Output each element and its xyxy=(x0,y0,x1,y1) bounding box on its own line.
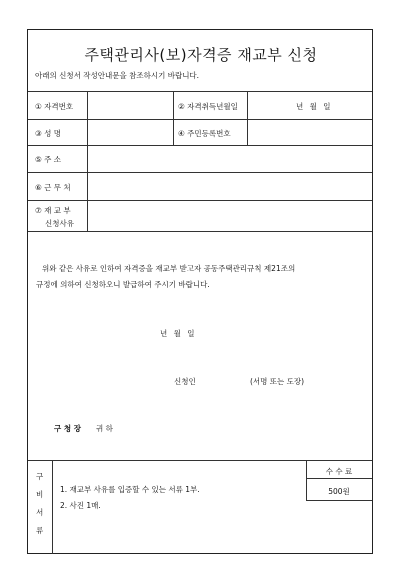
name-label: ③ 성 명 xyxy=(35,129,61,138)
documents-label-char: 구 xyxy=(36,472,44,481)
applicant-label: 신청인 xyxy=(174,377,196,386)
divider xyxy=(306,478,372,479)
fee-amount: 500원 xyxy=(328,487,350,496)
acquired-date-label: ② 자격취득년월일 xyxy=(178,102,238,111)
reissue-reason-label: ⑦ 재 교 부 xyxy=(35,206,71,215)
divider xyxy=(28,231,372,232)
reissue-reason-field[interactable] xyxy=(88,201,372,230)
form-title: 주택관리사(보)자격증 재교부 신청 xyxy=(84,46,318,64)
address-field[interactable] xyxy=(88,146,372,171)
recipient: 구 청 장 xyxy=(54,424,81,433)
address-label: ⑤ 주 소 xyxy=(35,155,61,164)
document-item: 1. 재교부 사유를 입증할 수 있는 서류 1부. xyxy=(60,485,200,494)
fee-label: 수 수 료 xyxy=(325,467,353,476)
signature-hint[interactable]: (서명 또는 도장) xyxy=(250,377,305,386)
documents-label-char: 류 xyxy=(36,526,44,535)
workplace-field[interactable] xyxy=(88,173,372,199)
name-field[interactable] xyxy=(88,120,172,144)
statement-line: 규정에 의하여 신청하오니 발급하여 주시기 바랍니다. xyxy=(36,280,210,289)
divider xyxy=(52,460,53,554)
license-number-field[interactable] xyxy=(88,92,172,118)
resident-number-field[interactable] xyxy=(248,120,372,144)
acquired-date-field[interactable]: 년 월 일 xyxy=(296,102,331,111)
divider xyxy=(173,91,174,145)
form-note: 아래의 신청서 작성안내문을 참조하시기 바랍니다. xyxy=(35,71,200,80)
workplace-label: ⑥ 근 무 처 xyxy=(35,183,71,192)
resident-number-label: ④ 주민등록번호 xyxy=(178,129,231,138)
license-number-label: ① 자격번호 xyxy=(35,102,74,111)
application-form xyxy=(27,29,373,554)
document-item: 2. 사진 1매. xyxy=(60,501,101,510)
divider xyxy=(28,91,372,92)
documents-label-char: 비 xyxy=(36,490,44,499)
recipient-suffix: 귀 하 xyxy=(96,424,113,433)
documents-label-char: 서 xyxy=(36,508,44,517)
statement-line: 위와 같은 사유로 인하여 자격증을 재교부 받고자 공동주택관리규칙 제21조의 xyxy=(42,264,296,273)
divider xyxy=(306,500,372,501)
application-date[interactable]: 년 월 일 xyxy=(160,329,195,338)
divider xyxy=(28,460,372,461)
reissue-reason-label: 신청사유 xyxy=(45,219,74,228)
